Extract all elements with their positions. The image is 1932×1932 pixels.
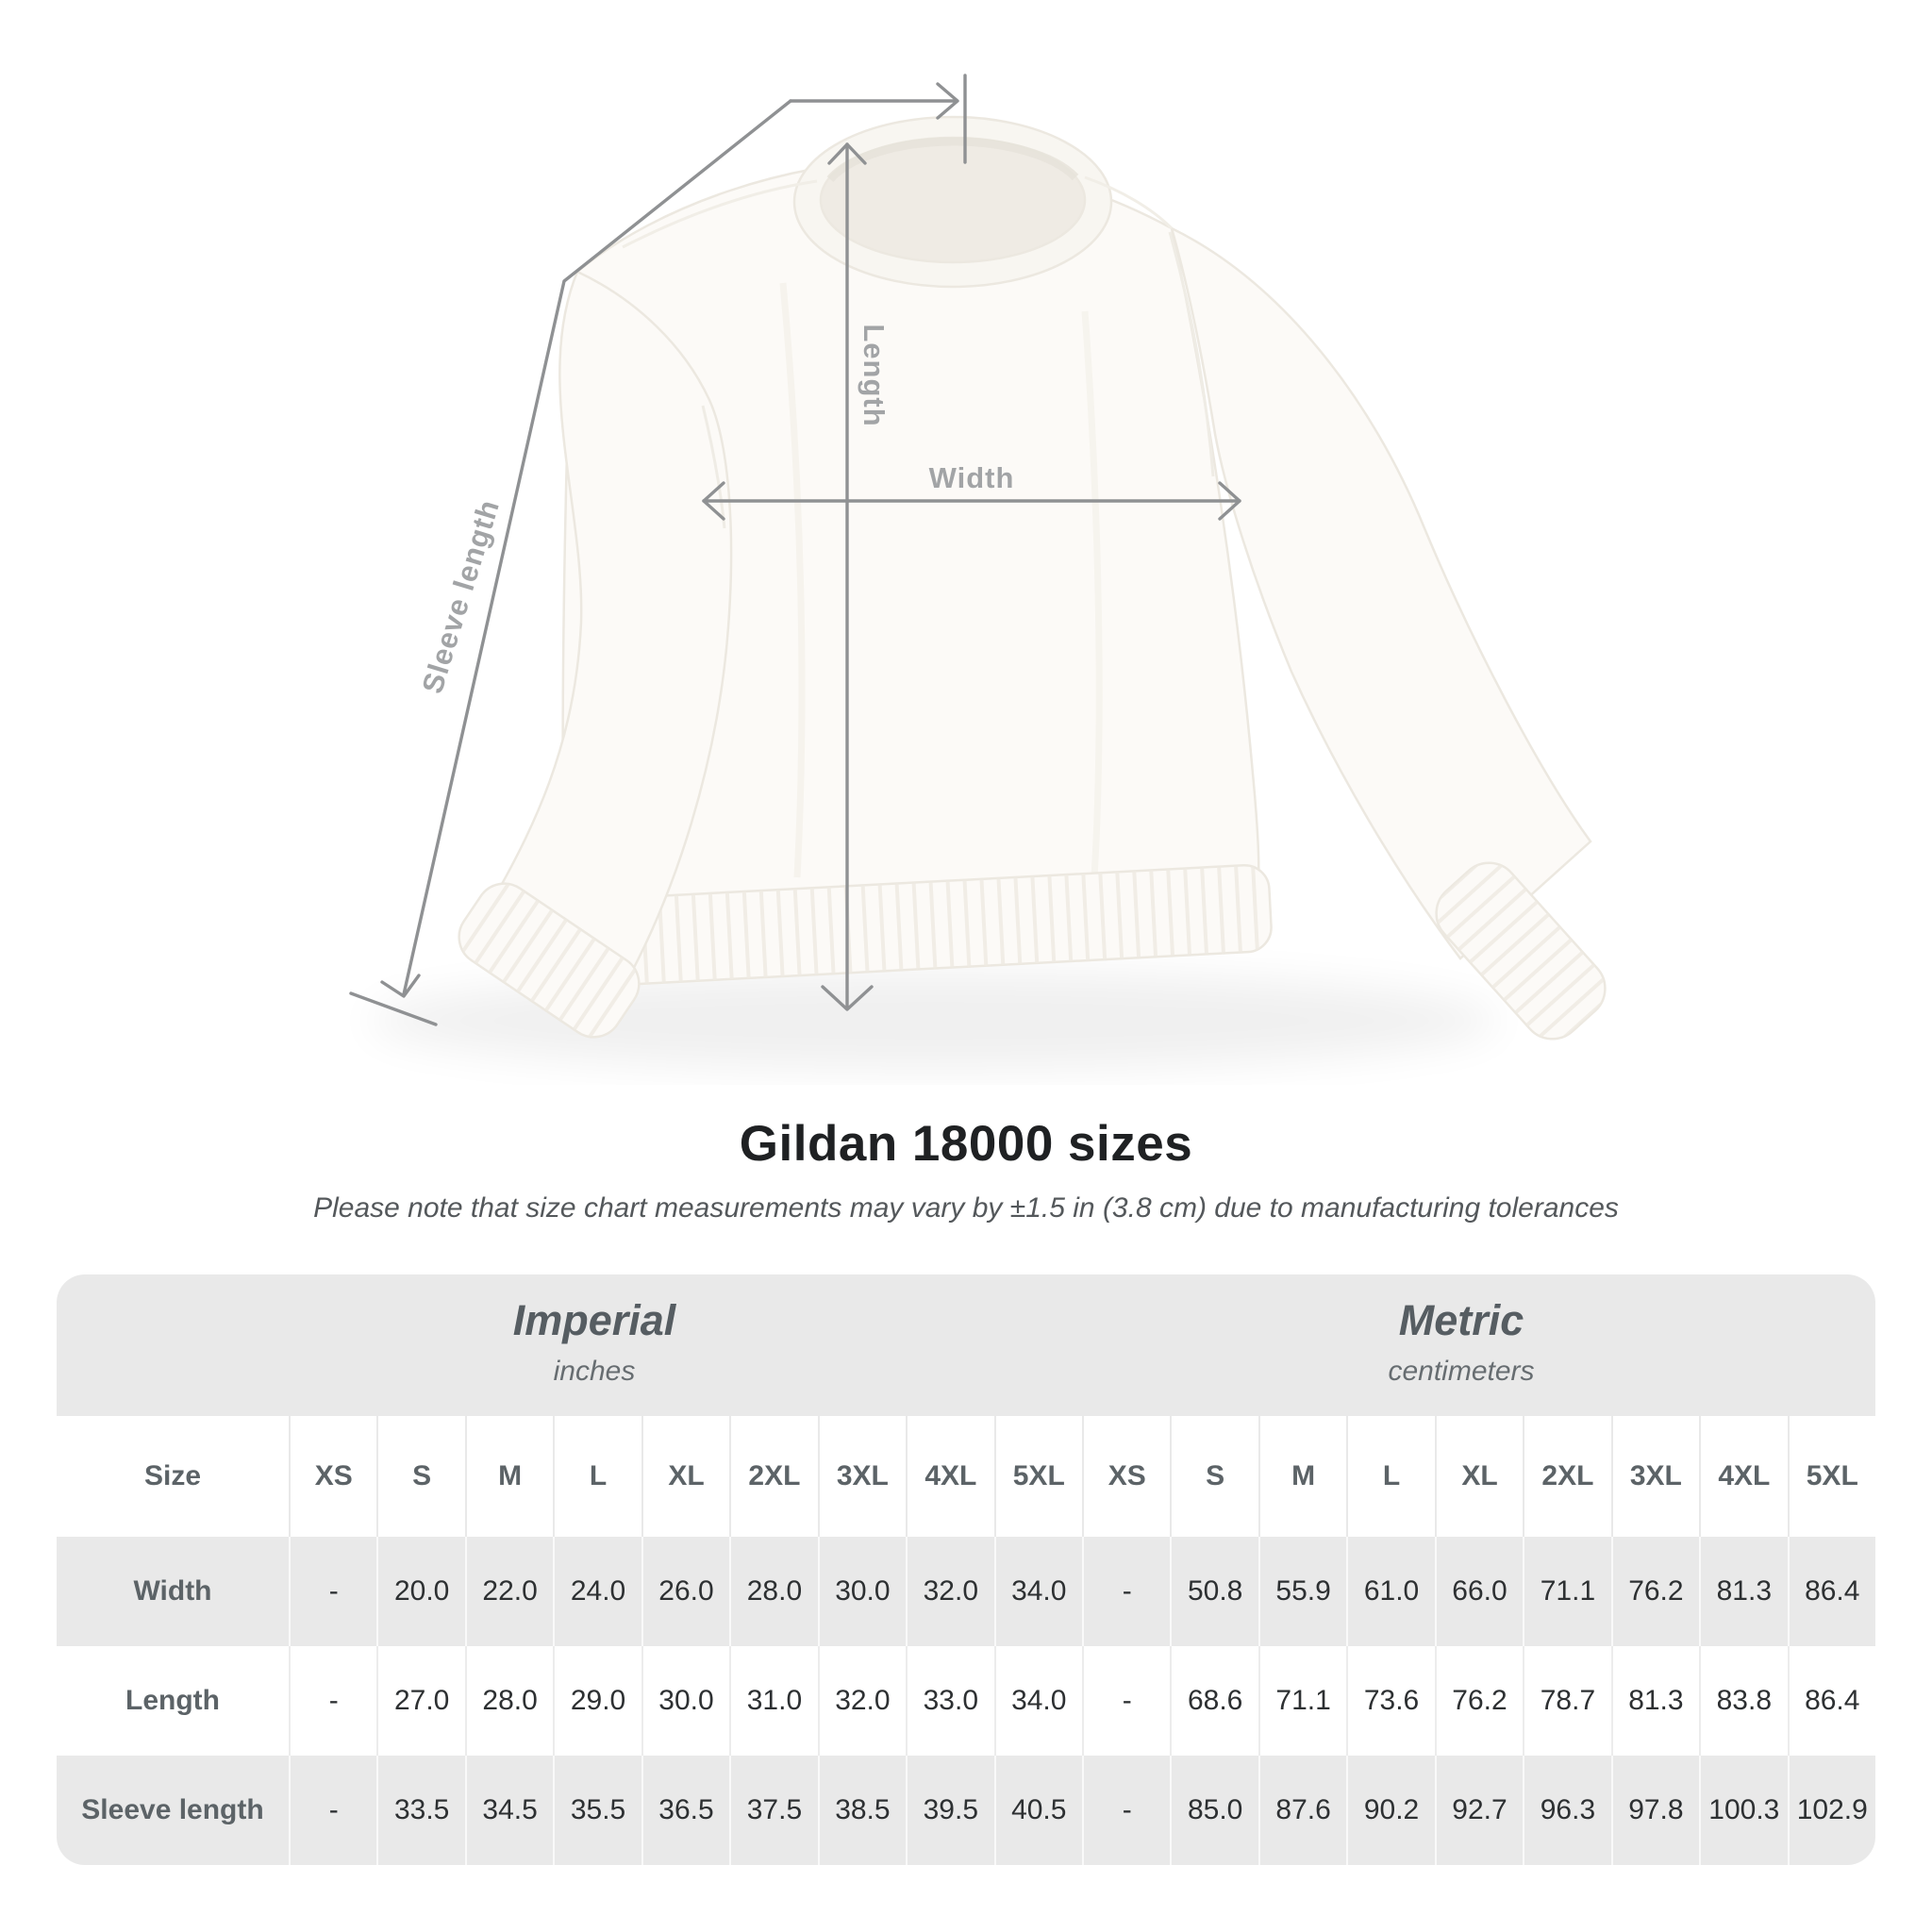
- size-col-header: 2XL: [1523, 1416, 1610, 1537]
- table-row: [57, 1646, 1875, 1756]
- size-header-row: [57, 1416, 1875, 1537]
- value-cell: 37.5: [729, 1756, 817, 1865]
- value-cell: 61.0: [1346, 1537, 1434, 1646]
- imperial-header: [513, 1297, 676, 1387]
- value-cell: 33.0: [906, 1646, 993, 1756]
- value-cell: 102.9: [1788, 1756, 1875, 1865]
- value-cell: -: [289, 1646, 376, 1756]
- table-row: [57, 1756, 1875, 1865]
- value-cell: 100.3: [1699, 1756, 1787, 1865]
- value-cell: 90.2: [1346, 1756, 1434, 1865]
- value-cell: 55.9: [1258, 1537, 1346, 1646]
- value-cell: -: [1082, 1537, 1170, 1646]
- value-cell: 30.0: [818, 1537, 906, 1646]
- width-dim-label: Width: [928, 461, 1015, 494]
- value-cell: 33.5: [376, 1756, 464, 1865]
- value-cell: 68.6: [1170, 1646, 1257, 1756]
- size-col-header: M: [465, 1416, 553, 1537]
- value-cell: 81.3: [1699, 1537, 1787, 1646]
- row-label: Sleeve length: [81, 1794, 264, 1826]
- imperial-title: Imperial: [512, 1296, 676, 1345]
- value-cell: 24.0: [553, 1537, 641, 1646]
- value-cell: 26.0: [641, 1537, 729, 1646]
- row-label: Length: [125, 1685, 220, 1717]
- value-cell: 78.7: [1523, 1646, 1610, 1756]
- value-cell: 73.6: [1346, 1646, 1434, 1756]
- size-col-header: 3XL: [818, 1416, 906, 1537]
- value-cell: 96.3: [1523, 1756, 1610, 1865]
- value-cell: 32.0: [818, 1646, 906, 1756]
- row-label: Width: [133, 1575, 212, 1607]
- value-cell: 87.6: [1258, 1756, 1346, 1865]
- size-col-header: 2XL: [729, 1416, 817, 1537]
- size-col-header: XS: [1082, 1416, 1170, 1537]
- size-col-header: S: [1170, 1416, 1257, 1537]
- size-chart-table: [57, 1274, 1875, 1865]
- size-col-header: 4XL: [1699, 1416, 1787, 1537]
- size-col-header: 4XL: [906, 1416, 993, 1537]
- value-cell: 28.0: [465, 1646, 553, 1756]
- metric-title: Metric: [1398, 1296, 1524, 1345]
- size-col-header: 3XL: [1611, 1416, 1699, 1537]
- value-cell: -: [1082, 1646, 1170, 1756]
- value-cell: 38.5: [818, 1756, 906, 1865]
- table-row: [57, 1537, 1875, 1646]
- value-cell: 76.2: [1611, 1537, 1699, 1646]
- value-cell: 40.5: [994, 1756, 1082, 1865]
- value-cell: 29.0: [553, 1646, 641, 1756]
- size-col-header: S: [376, 1416, 464, 1537]
- value-cell: 76.2: [1435, 1646, 1523, 1756]
- sweatshirt-illustration: [448, 117, 1618, 1051]
- value-cell: 39.5: [906, 1756, 993, 1865]
- value-cell: 36.5: [641, 1756, 729, 1865]
- value-cell: 86.4: [1788, 1646, 1875, 1756]
- value-cell: 85.0: [1170, 1756, 1257, 1865]
- value-cell: 81.3: [1611, 1646, 1699, 1756]
- length-dim-label: Length: [858, 324, 891, 427]
- value-cell: 20.0: [376, 1537, 464, 1646]
- size-col-header: 5XL: [994, 1416, 1082, 1537]
- size-col-header: 5XL: [1788, 1416, 1875, 1537]
- imperial-unit: inches: [553, 1355, 636, 1387]
- metric-header: [1388, 1297, 1534, 1387]
- value-cell: 66.0: [1435, 1537, 1523, 1646]
- value-cell: -: [289, 1756, 376, 1865]
- value-cell: 83.8: [1699, 1646, 1787, 1756]
- unit-header-row: [57, 1274, 1875, 1416]
- value-cell: 27.0: [376, 1646, 464, 1756]
- value-cell: 34.0: [994, 1537, 1082, 1646]
- value-cell: 32.0: [906, 1537, 993, 1646]
- size-label-cell: Size: [143, 1460, 202, 1492]
- value-cell: 22.0: [465, 1537, 553, 1646]
- title-block: [0, 1117, 1932, 1225]
- value-cell: 34.0: [994, 1646, 1082, 1756]
- value-cell: 71.1: [1258, 1646, 1346, 1756]
- size-col-header: L: [1346, 1416, 1434, 1537]
- value-cell: 34.5: [465, 1756, 553, 1865]
- value-cell: 71.1: [1523, 1537, 1610, 1646]
- value-cell: 86.4: [1788, 1537, 1875, 1646]
- value-cell: 31.0: [729, 1646, 817, 1756]
- value-cell: 92.7: [1435, 1756, 1523, 1865]
- size-col-header: XS: [289, 1416, 376, 1537]
- page-title: Gildan 18000 sizes: [739, 1116, 1193, 1172]
- value-cell: 30.0: [641, 1646, 729, 1756]
- value-cell: 35.5: [553, 1756, 641, 1865]
- value-cell: 97.8: [1611, 1756, 1699, 1865]
- tolerance-note: Please note that size chart measurements may vary by ±1.5 in (3.8 cm) due to manufacturing tolerances: [313, 1192, 1619, 1224]
- size-col-header: XL: [641, 1416, 729, 1537]
- value-cell: 50.8: [1170, 1537, 1257, 1646]
- size-col-header: L: [553, 1416, 641, 1537]
- sleeve-length-dim-label: Sleeve length: [415, 495, 507, 697]
- value-cell: 28.0: [729, 1537, 817, 1646]
- metric-unit: centimeters: [1388, 1355, 1535, 1387]
- size-col-header: M: [1258, 1416, 1346, 1537]
- value-cell: -: [289, 1537, 376, 1646]
- table-rows: [57, 1537, 1875, 1865]
- value-cell: -: [1082, 1756, 1170, 1865]
- size-col-header: XL: [1435, 1416, 1523, 1537]
